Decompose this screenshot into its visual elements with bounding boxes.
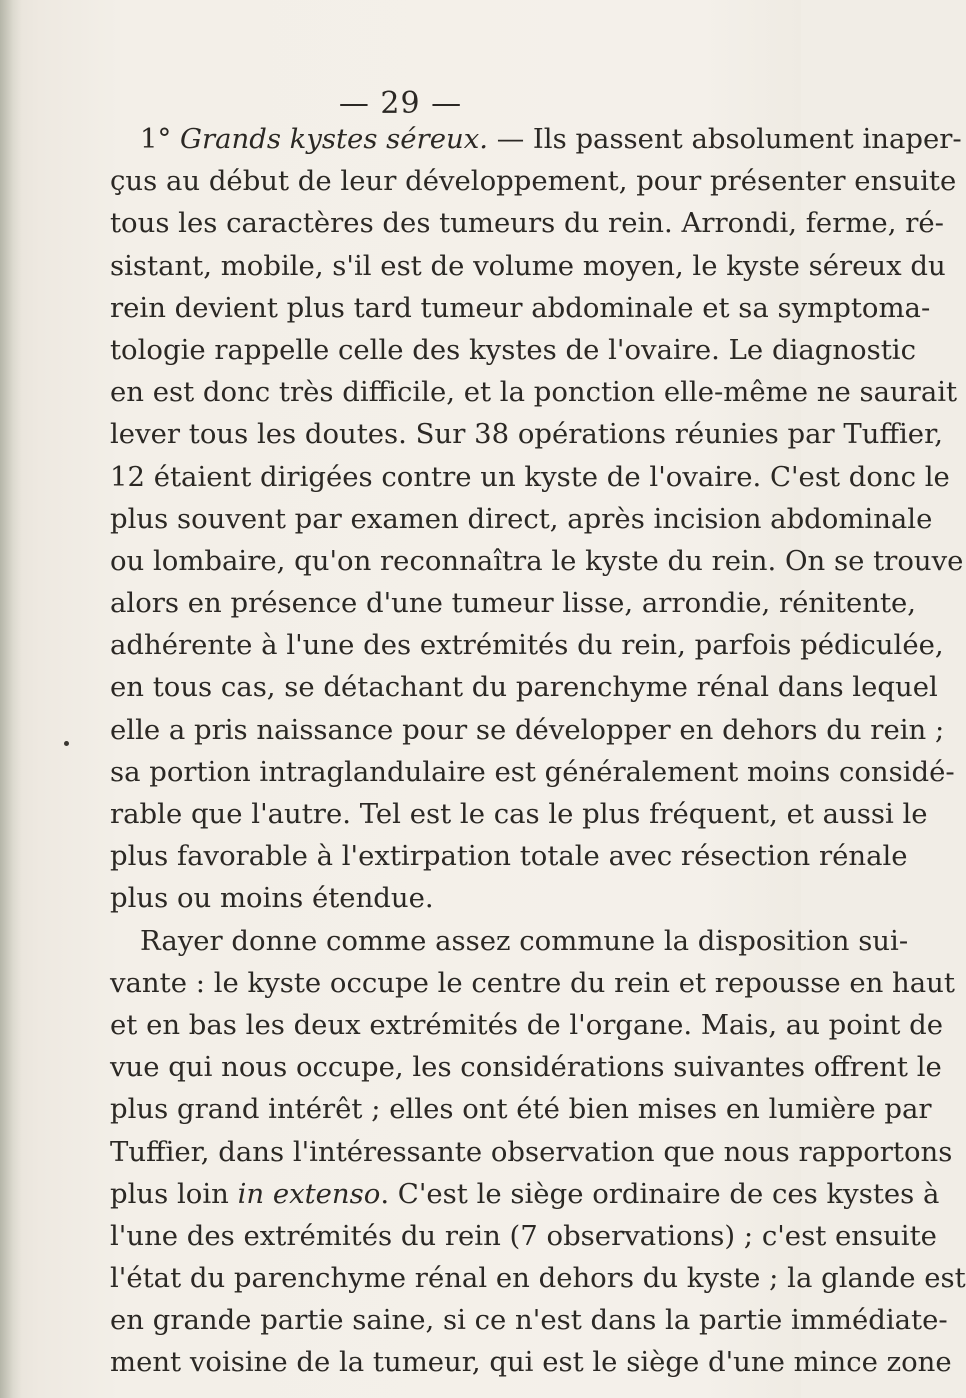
- text-line: plus souvent par examen direct, après incision abdominale: [110, 502, 933, 535]
- section-heading: Grands kystes séreux.: [180, 123, 488, 155]
- body-text: [110, 118, 966, 1384]
- text-line: ment voisine de la tumeur, qui est le siège d'une mince zone: [110, 1346, 952, 1379]
- text-line: Rayer donne comme assez commune la disposition sui-: [140, 924, 909, 957]
- text-line: sistant, mobile, s'il est de volume moyen, le kyste séreux du: [110, 249, 946, 282]
- text-line: plus favorable à l'extirpation totale avec résection rénale: [110, 840, 908, 873]
- text-line: çus au début de leur développement, pour présenter ensuite: [110, 165, 957, 198]
- text-line: en est donc très difficile, et la ponction elle-même ne saurait: [110, 376, 958, 409]
- text-line: vue qui nous occupe, les considérations suivantes offrent le: [110, 1051, 942, 1084]
- text-line: 12 étaient dirigées contre un kyste de l'ovaire. C'est donc le: [110, 460, 950, 493]
- text-line: Tuffier, dans l'intéressante observation que nous rapportons: [110, 1135, 953, 1168]
- text-line: 1° Grands kystes séreux. — Ils passent absolument inaper-: [140, 123, 962, 155]
- text-line: sa portion intraglandulaire est généralement moins considé-: [110, 755, 955, 788]
- text-line: et en bas les deux extrémités de l'organe. Mais, au point de: [110, 1008, 943, 1041]
- text-line: elle a pris naissance pour se développer en dehors du rein ;: [110, 713, 945, 746]
- margin-dot: [64, 741, 69, 746]
- text-line: vante : le kyste occupe le centre du rein et repousse en haut: [110, 966, 955, 999]
- text-line: en grande partie saine, si ce n'est dans la partie immédiate-: [110, 1304, 948, 1337]
- page-number: — 29 —: [338, 86, 463, 121]
- text-line: plus grand intérêt ; elles ont été bien mises en lumière par: [110, 1093, 932, 1126]
- text-line: l'état du parenchyme rénal en dehors du kyste ; la glande est: [110, 1262, 966, 1295]
- latin-phrase: in extenso: [237, 1177, 381, 1210]
- text-line: en tous cas, se détachant du parenchyme rénal dans lequel: [110, 671, 938, 704]
- text-line: rein devient plus tard tumeur abdominale et sa symptoma-: [110, 291, 931, 324]
- text-line: tologie rappelle celle des kystes de l'ovaire. Le diagnostic: [110, 333, 916, 366]
- text-line: plus loin in extenso. C'est le siège ordinaire de ces kystes à: [110, 1177, 940, 1210]
- text-line: plus ou moins étendue.: [110, 882, 434, 915]
- text-line: adhérente à l'une des extrémités du rein, parfois pédiculée,: [110, 629, 944, 662]
- text-line: rable que l'autre. Tel est le cas le plus fréquent, et aussi le: [110, 798, 928, 830]
- text-line: alors en présence d'une tumeur lisse, arrondie, rénitente,: [110, 587, 917, 620]
- text-line: tous les caractères des tumeurs du rein. Arrondi, ferme, ré-: [110, 207, 944, 240]
- text-line: ou lombaire, qu'on reconnaîtra le kyste du rein. On se trouve: [110, 544, 964, 577]
- text-line: lever tous les doutes. Sur 38 opérations réunies par Tuffier,: [110, 418, 943, 451]
- text-line: l'une des extrémités du rein (7 observations) ; c'est ensuite: [110, 1219, 937, 1252]
- spine-shadow: [0, 0, 22, 1398]
